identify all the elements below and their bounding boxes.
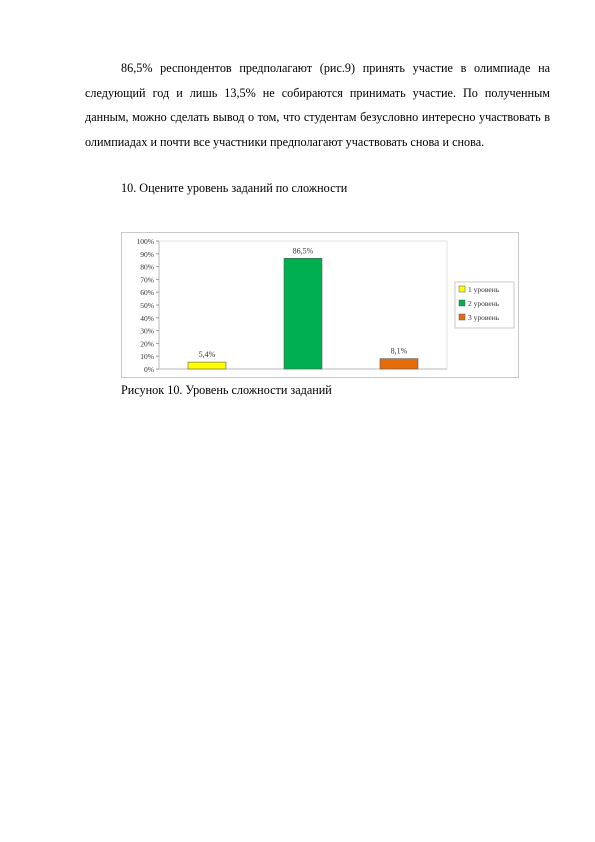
data-label-1: 5,4% (198, 350, 216, 360)
legend-swatch-3 (459, 314, 465, 320)
data-label-2: 86,5% (292, 246, 314, 256)
legend-label-3: 3 уровень (468, 313, 500, 322)
bar-1 (188, 362, 226, 369)
bar-3 (380, 359, 418, 369)
y-tick-label: 90% (140, 249, 154, 259)
bar-2 (284, 258, 322, 369)
y-tick-label: 30% (140, 326, 154, 336)
y-tick-label: 40% (140, 313, 154, 323)
y-tick-label: 70% (140, 275, 154, 285)
y-tick-label: 50% (140, 301, 154, 310)
data-label-3: 8,1% (390, 346, 408, 356)
difficulty-bar-chart (121, 232, 519, 378)
body-paragraph: 86,5% респондентов предполагают (рис.9) принять участие в олимпиаде на следующий год и лишь 13,5% не собираются принимать участие. По полученным данным, можно сделать вывод о том, что студентам безусловно интересно участвовать в олимпиадах и почти все участники предполагают участвовать снова и снова. (85, 61, 550, 149)
y-tick-label: 60% (140, 288, 154, 298)
figure-caption: Рисунок 10. Уровень сложности заданий (121, 383, 332, 397)
question-heading: 10. Оцените уровень заданий по сложности (121, 181, 348, 195)
y-tick-label: 80% (140, 262, 154, 272)
legend-label-1: 1 уровень (468, 285, 500, 294)
legend-swatch-2 (459, 300, 465, 306)
y-tick-label: 100% (136, 237, 154, 246)
legend-label-2: 2 уровень (468, 299, 500, 308)
chart-svg (121, 232, 519, 378)
legend-swatch-1 (459, 286, 465, 292)
y-tick-label: 20% (140, 339, 154, 349)
y-tick-label: 0% (144, 365, 154, 374)
y-tick-label: 10% (140, 352, 154, 362)
